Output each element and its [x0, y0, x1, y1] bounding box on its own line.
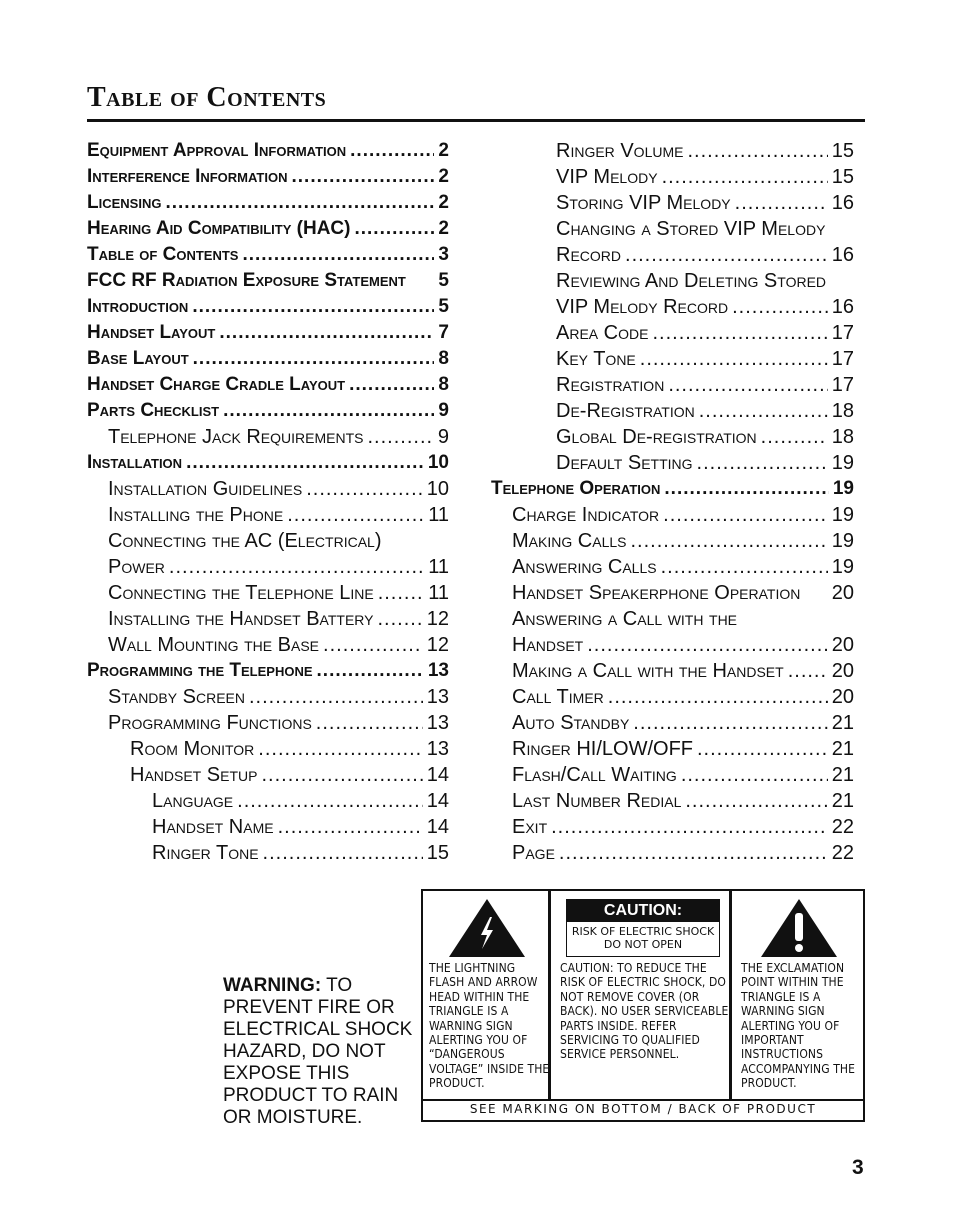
toc-entry — [87, 476, 449, 502]
toc-entry-title: Area Code — [556, 322, 649, 344]
toc-entry-title: Storing VIP Melody — [556, 192, 731, 214]
toc-leader — [261, 762, 422, 788]
toc-leader — [699, 398, 828, 424]
toc-entry — [87, 216, 449, 242]
toc-entry-title: FCC RF Radiation Exposure Statement — [87, 270, 406, 291]
warning-text — [223, 975, 413, 1129]
toc-entry-title: Exit — [512, 816, 548, 838]
toc-leader — [291, 164, 434, 190]
toc-entry — [87, 164, 449, 190]
toc-entry-title: Handset Charge Cradle Layout — [87, 374, 346, 395]
toc-entry-page: 12 — [426, 634, 449, 656]
page-title: Table of Contents — [87, 82, 327, 113]
toc-entry — [87, 242, 449, 268]
toc-entry-page: 10 — [426, 478, 449, 500]
caution-footer-divider — [423, 1099, 863, 1101]
toc-entry-title: Introduction — [87, 296, 189, 317]
toc-entry — [491, 138, 854, 164]
toc-entry-title: Standby Screen — [108, 686, 245, 708]
toc-entry — [87, 762, 449, 788]
toc-entry — [491, 710, 854, 736]
toc-entry-title: Handset Setup — [130, 764, 258, 786]
toc-leader — [316, 710, 423, 736]
toc-entry-title: Connecting the AC (Electrical) — [108, 530, 382, 552]
toc-entry-title: Answering a Call with the — [512, 608, 738, 630]
toc-entry-title: Ringer Volume — [556, 140, 684, 162]
toc-entry — [491, 320, 854, 346]
toc-right-column — [491, 138, 854, 866]
toc-leader — [551, 814, 828, 840]
toc-leader — [788, 658, 828, 684]
caution-label — [566, 899, 720, 957]
toc-entry-title: Parts Checklist — [87, 400, 220, 421]
toc-entry-title: De-Registration — [556, 400, 695, 422]
toc-entry — [87, 840, 449, 866]
toc-entry-page: 22 — [831, 816, 854, 838]
toc-entry-title: Handset Speakerphone Operation — [512, 582, 801, 604]
toc-leader — [630, 528, 827, 554]
toc-leader — [192, 294, 434, 320]
toc-entry-page: 17 — [831, 348, 854, 370]
toc-entry — [87, 736, 449, 762]
toc-leader — [317, 658, 424, 684]
toc-entry — [491, 840, 854, 866]
toc-entry-title: Telephone Operation — [491, 478, 661, 499]
toc-entry-page: 20 — [831, 686, 854, 708]
toc-entry-page: 13 — [427, 660, 449, 681]
toc-leader — [378, 606, 423, 632]
toc-leader — [661, 554, 828, 580]
toc-entry — [491, 372, 854, 398]
toc-entry-page: 7 — [438, 322, 449, 343]
toc-entry — [87, 450, 449, 476]
toc-entry-title: Installation — [87, 452, 183, 473]
title-rule — [87, 119, 865, 122]
toc-entry-page: 16 — [831, 296, 854, 318]
toc-entry-title: Auto Standby — [512, 712, 630, 734]
toc-leader — [242, 242, 434, 268]
toc-entry — [491, 606, 854, 632]
toc-entry — [87, 346, 449, 372]
toc-leader — [367, 424, 433, 450]
toc-entry — [491, 788, 854, 814]
warning-body: TO PREVENT FIRE OR ELECTRICAL SHOCK HAZARD, DO NOT EXPOSE THIS PRODUCT TO RAIN OR MOISTURE. — [223, 975, 413, 1128]
toc-entry — [87, 424, 449, 450]
toc-entry-title: Equipment Approval Information — [87, 140, 347, 161]
toc-left-column — [87, 138, 449, 866]
toc-leader — [559, 840, 828, 866]
toc-entry-page: 11 — [428, 504, 449, 526]
toc-entry — [491, 216, 854, 242]
toc-entry — [491, 346, 854, 372]
toc-leader — [633, 710, 827, 736]
toc-entry-page: 9 — [438, 400, 449, 421]
toc-entry — [87, 268, 449, 294]
toc-entry-page: 9 — [437, 426, 449, 448]
toc-entry — [87, 554, 449, 580]
toc-leader — [349, 372, 434, 398]
lightning-text: THE LIGHTNING FLASH AND ARROW HEAD WITHIN THE TRIANGLE IS A WARNING SIGN ALERTING YOU OF “DANGEROUS VOLTAGE” INSIDE THE PRODUCT. — [429, 961, 550, 1091]
toc-entry — [87, 580, 449, 606]
toc-leader — [323, 632, 423, 658]
toc-leader — [685, 788, 827, 814]
toc-entry — [87, 320, 449, 346]
toc-entry — [87, 606, 449, 632]
toc-entry-page: 3 — [438, 244, 449, 265]
toc-entry-page: 15 — [831, 166, 854, 188]
toc-entry-title: Power — [108, 556, 165, 578]
toc-entry-page: 13 — [426, 686, 449, 708]
toc-leader — [165, 190, 434, 216]
caution-subtitle: RISK OF ELECTRIC SHOCK DO NOT OPEN — [571, 925, 715, 951]
toc-entry-page: 14 — [426, 816, 449, 838]
toc-entry — [491, 632, 854, 658]
toc-entry-page: 21 — [831, 790, 854, 812]
toc-entry-title: Charge Indicator — [512, 504, 660, 526]
toc-entry-page: 14 — [426, 764, 449, 786]
toc-entry — [491, 398, 854, 424]
toc-entry-page: 13 — [426, 738, 449, 760]
toc-entry-page: 2 — [438, 166, 449, 187]
toc-entry — [491, 424, 854, 450]
toc-entry — [87, 658, 449, 684]
toc-leader — [687, 138, 827, 164]
toc-entry-title: Ringer HI/LOW/OFF — [512, 738, 693, 760]
toc-entry-page: 18 — [831, 400, 854, 422]
toc-entry-page: 5 — [438, 270, 449, 291]
toc-leader — [697, 450, 828, 476]
toc-entry — [87, 294, 449, 320]
toc-entry-page: 10 — [427, 452, 449, 473]
toc-entry — [491, 528, 854, 554]
toc-entry — [491, 242, 854, 268]
toc-entry — [491, 450, 854, 476]
toc-entry — [491, 164, 854, 190]
toc-entry-page: 17 — [831, 322, 854, 344]
toc-leader — [258, 736, 422, 762]
toc-entry — [87, 190, 449, 216]
toc-entry — [491, 294, 854, 320]
toc-entry-title: Flash/Call Waiting — [512, 764, 677, 786]
toc-entry-page: 18 — [831, 426, 854, 448]
toc-entry — [491, 268, 854, 294]
toc-leader — [378, 580, 425, 606]
toc-entry-title: Global De-registration — [556, 426, 757, 448]
toc-leader — [640, 346, 828, 372]
toc-entry-title: Last Number Redial — [512, 790, 682, 812]
toc-leader — [186, 450, 424, 476]
toc-entry — [87, 138, 449, 164]
toc-entry-page: 8 — [438, 374, 449, 395]
exclamation-text: THE EXCLAMATION POINT WITHIN THE TRIANGLE IS A WARNING SIGN ALERTING YOU OF IMPORTANT INSTRUCTIONS ACCOMPANYING THE PRODUCT. — [741, 961, 856, 1091]
toc-entry-title: VIP Melody — [556, 166, 658, 188]
toc-entry-page: 19 — [831, 452, 854, 474]
toc-entry — [491, 762, 854, 788]
toc-entry-title: Changing a Stored VIP Melody — [556, 218, 826, 240]
exclamation-cell — [735, 891, 863, 1099]
toc-entry-title: Ringer Tone — [152, 842, 259, 864]
toc-entry-title: Call Timer — [512, 686, 604, 708]
toc-entry-title: Programming the Telephone — [87, 660, 313, 681]
toc-leader — [237, 788, 423, 814]
toc-entry — [491, 684, 854, 710]
toc-leader — [761, 424, 828, 450]
toc-entry — [87, 502, 449, 528]
warning-label: WARNING: — [223, 975, 322, 996]
lightning-triangle-icon — [447, 897, 527, 959]
toc-entry-title: Registration — [556, 374, 665, 396]
toc-leader — [587, 632, 828, 658]
caution-footer: SEE MARKING ON BOTTOM / BACK OF PRODUCT — [469, 1102, 817, 1116]
toc-entry-page: 15 — [831, 140, 854, 162]
toc-entry-page: 11 — [428, 582, 449, 604]
toc-entry-title: Reviewing And Deleting Stored — [556, 270, 827, 292]
toc-entry-page: 13 — [426, 712, 449, 734]
toc-leader — [354, 216, 434, 242]
toc-entry-page: 15 — [426, 842, 449, 864]
toc-entry — [87, 814, 449, 840]
toc-entry-title: Record — [556, 244, 622, 266]
toc-leader — [193, 346, 435, 372]
toc-entry-page: 5 — [438, 296, 449, 317]
caution-cell — [554, 891, 732, 1099]
toc-entry-page: 19 — [831, 504, 854, 526]
toc-entry-title: Default Setting — [556, 452, 693, 474]
toc-entry-page: 22 — [831, 842, 854, 864]
toc-entry — [87, 398, 449, 424]
toc-entry-page: 12 — [426, 608, 449, 630]
toc-leader — [625, 242, 828, 268]
toc-entry-title: Room Monitor — [130, 738, 255, 760]
toc-entry-title: Handset Name — [152, 816, 274, 838]
toc-leader — [249, 684, 423, 710]
toc-entry-page: 19 — [831, 556, 854, 578]
toc-entry-page: 2 — [438, 218, 449, 239]
toc-entry-page: 17 — [831, 374, 854, 396]
toc-leader — [350, 138, 434, 164]
toc-entry-title: Page — [512, 842, 555, 864]
toc-entry-page: 21 — [831, 738, 854, 760]
toc-entry — [491, 814, 854, 840]
toc-entry — [491, 476, 854, 502]
toc-entry-title: Language — [152, 790, 234, 812]
toc-leader — [663, 502, 828, 528]
toc-entry-title: Installing the Phone — [108, 504, 284, 526]
toc-entry — [491, 554, 854, 580]
toc-entry — [87, 684, 449, 710]
toc-entry-title: Base Layout — [87, 348, 189, 369]
toc-leader — [662, 164, 828, 190]
toc-entry — [491, 190, 854, 216]
toc-entry-page: 21 — [831, 764, 854, 786]
toc-leader — [732, 294, 828, 320]
toc-entry-page: 20 — [831, 634, 854, 656]
toc-leader — [735, 190, 828, 216]
toc-entry-title: Installation Guidelines — [108, 478, 303, 500]
toc-leader — [223, 398, 434, 424]
toc-leader — [263, 840, 423, 866]
toc-entry — [87, 372, 449, 398]
toc-entry-title: Handset Layout — [87, 322, 216, 343]
toc-entry-title: Telephone Jack Requirements — [108, 426, 364, 448]
toc-entry-title: Handset — [512, 634, 584, 656]
toc-entry-title: Key Tone — [556, 348, 636, 370]
toc-entry — [491, 502, 854, 528]
toc-entry-page: 20 — [831, 660, 854, 682]
toc-entry-title: Interference Information — [87, 166, 288, 187]
caution-text: CAUTION: TO REDUCE THE RISK OF ELECTRIC SHOCK, DO NOT REMOVE COVER (OR BACK). NO USER SERVICEABLE PARTS INSIDE. REFER SERVICING TO QUALIFIED SERVICE PERSONNEL. — [560, 961, 729, 1062]
toc-entry-title: Installing the Handset Battery — [108, 608, 374, 630]
lightning-cell — [423, 891, 551, 1099]
toc-entry-page: 19 — [831, 530, 854, 552]
toc-leader — [697, 736, 828, 762]
toc-entry-page: 2 — [438, 192, 449, 213]
toc-entry — [491, 580, 854, 606]
toc-entry-title: Wall Mounting the Base — [108, 634, 320, 656]
toc-entry-page: 16 — [831, 192, 854, 214]
toc-entry-page: 14 — [426, 790, 449, 812]
toc-entry — [87, 528, 449, 554]
toc-leader — [608, 684, 828, 710]
toc-entry-title: Answering Calls — [512, 556, 657, 578]
toc-entry-page: 2 — [438, 140, 449, 161]
toc-entry-title: Making a Call with the Handset — [512, 660, 784, 682]
toc-leader — [278, 814, 423, 840]
toc-entry — [491, 736, 854, 762]
toc-entry-page: 11 — [428, 556, 449, 578]
toc-entry-title: Connecting the Telephone Line — [108, 582, 374, 604]
toc-entry-page: 21 — [831, 712, 854, 734]
toc-entry-page: 16 — [831, 244, 854, 266]
caution-title: CAUTION: — [567, 900, 719, 922]
toc-entry-title: Making Calls — [512, 530, 627, 552]
toc-leader — [681, 762, 828, 788]
toc-entry-title: VIP Melody Record — [556, 296, 729, 318]
toc-leader — [668, 372, 827, 398]
toc-entry-title: Table of Contents — [87, 244, 239, 265]
toc-entry — [87, 788, 449, 814]
toc-entry — [491, 658, 854, 684]
toc-entry — [87, 632, 449, 658]
toc-leader — [652, 320, 827, 346]
toc-entry-page: 19 — [832, 478, 854, 499]
toc-entry — [87, 710, 449, 736]
toc-entry-title: Hearing Aid Compatibility (HAC) — [87, 218, 351, 239]
toc-entry-title: Programming Functions — [108, 712, 312, 734]
toc-entry-title: Licensing — [87, 192, 162, 213]
page-number: 3 — [852, 1156, 864, 1179]
toc-leader — [306, 476, 423, 502]
toc-leader — [169, 554, 424, 580]
caution-box — [421, 889, 865, 1122]
toc-leader — [664, 476, 828, 502]
toc-entry-page: 20 — [831, 582, 854, 604]
toc-leader — [219, 320, 434, 346]
exclamation-triangle-icon — [759, 897, 839, 959]
toc-leader — [287, 502, 424, 528]
toc-entry-page: 8 — [438, 348, 449, 369]
